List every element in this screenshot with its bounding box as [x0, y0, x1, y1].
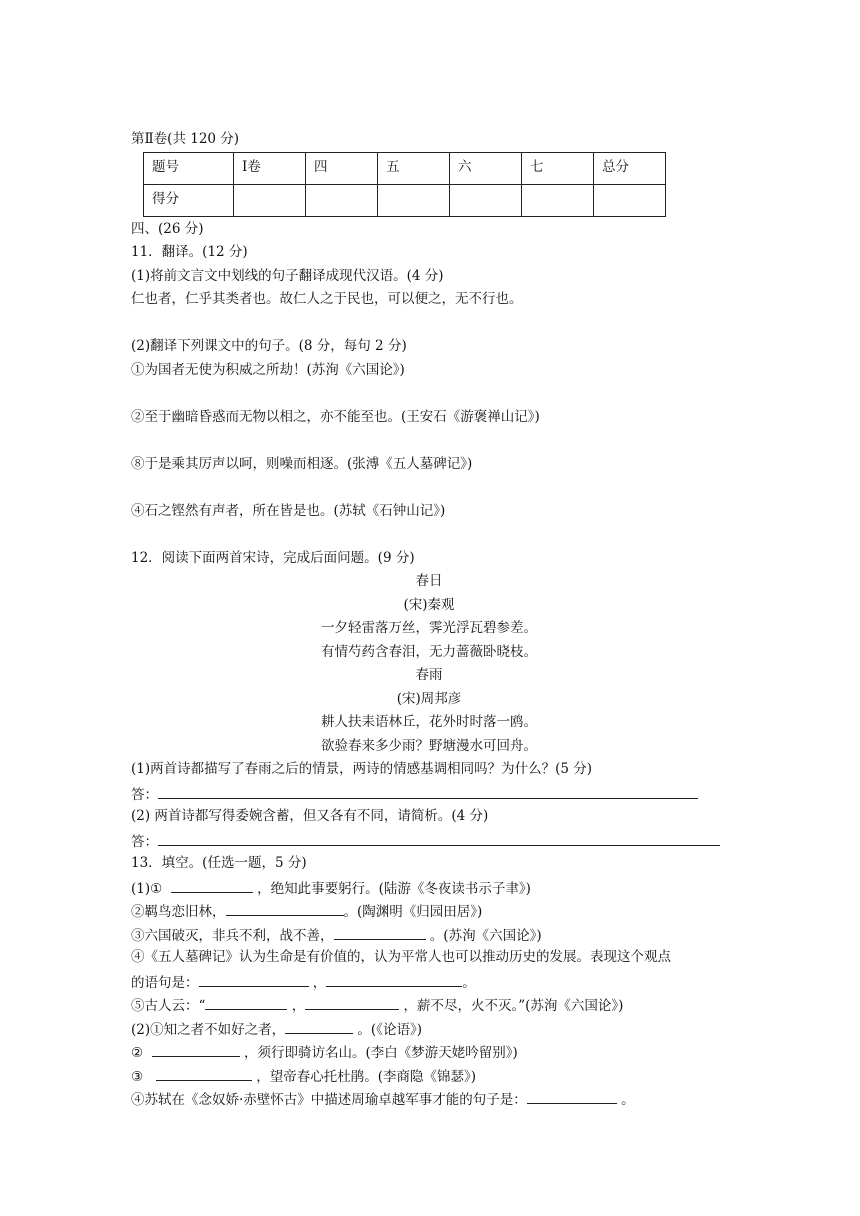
exam-page	[131, 128, 751, 1111]
part4-title: 四、(26 分)	[131, 220, 204, 237]
fill-blank[interactable]	[156, 1064, 252, 1081]
fill-prefix: ③六国破灭，非兵不利，战不善，	[131, 927, 334, 944]
fill-blank[interactable]	[199, 970, 309, 987]
header-cell: 题号	[144, 152, 234, 184]
poem2-title: 春雨	[415, 667, 443, 683]
score-cell[interactable]	[378, 184, 450, 216]
fill-prefix: ⑤古人云：“	[131, 998, 206, 1014]
q13-g1-4: ④《五人墓碑记》认为生命是有价值的，认为平常人也可以推动历史的发展。表现这个观点	[131, 949, 671, 965]
q11-item: ④石之铿然有声者，所在皆是也。(苏轼《石钟山记》)	[131, 502, 446, 519]
score-cell[interactable]	[450, 184, 522, 216]
poem1-line: 有情芍药含春泪，无力蔷薇卧晓枝。	[321, 643, 537, 660]
score-table-score-row	[144, 184, 666, 216]
q13-g2-4	[131, 1087, 751, 1111]
fill-prefix: 的语句是：	[131, 974, 199, 991]
poem2-line: 欲验春来多少雨？野塘漫水可回舟。	[321, 737, 537, 754]
q13-g2-1	[131, 1017, 751, 1041]
fill-blank[interactable]	[152, 1040, 240, 1057]
fill-suffix: 。(《论语》)	[357, 1021, 422, 1038]
score-cell[interactable]	[522, 184, 594, 216]
fill-blank[interactable]	[171, 876, 253, 893]
q12-answer1-row	[131, 782, 751, 806]
fill-sep: ，	[312, 974, 327, 991]
fill-suffix: ，薪不尽，火不灭。”(苏洵《六国论》)	[403, 998, 624, 1014]
poem2-author: (宋)周邦彦	[396, 690, 462, 707]
q11-sub1: (1)将前文言文中划线的句子翻译成现代汉语。(4 分)	[131, 267, 444, 284]
fill-blank[interactable]	[334, 923, 426, 940]
fill-suffix: ，望帝春心托杜鹃。(李商隐《锦瑟》)	[256, 1068, 477, 1085]
poem1-title: 春日	[415, 573, 443, 589]
fill-suffix: ，绝知此事要躬行。(陆游《冬夜读书示子聿》)	[257, 880, 531, 897]
header-cell: 四	[306, 152, 378, 184]
fill-suffix: 。(苏洵《六国论》)	[429, 927, 542, 944]
q12-answer2-row	[131, 829, 751, 853]
header-cell: 五	[378, 152, 450, 184]
fill-sep: ，	[291, 998, 306, 1014]
fill-prefix: ②	[131, 1045, 144, 1061]
q12-question2: (2) 两首诗都写得委婉含蓄，但又各有不同，请简析。(4 分)	[131, 808, 489, 824]
fill-suffix: 。	[621, 1092, 635, 1108]
score-table	[143, 152, 666, 217]
poem1-line: 一夕轻雷落万丝，霁光浮瓦碧参差。	[321, 620, 537, 636]
header-cell: 总分	[594, 152, 666, 184]
header-cell: Ⅰ卷	[234, 152, 306, 184]
fill-blank[interactable]	[527, 1087, 617, 1104]
q13-g1-4b	[131, 970, 751, 994]
q13-g1-2	[131, 899, 751, 923]
fill-blank[interactable]	[305, 993, 399, 1010]
poem2-line: 耕人扶耒语林丘，花外时时落一鸥。	[321, 714, 537, 730]
score-table-header-row	[144, 152, 666, 184]
q11-sub2: (2)翻译下列课文中的句子。(8 分，每句 2 分)	[131, 338, 407, 354]
q11-item: ⑧于是乘其厉声以呵，则噪而相逐。(张溥《五人墓碑记》)	[131, 455, 473, 472]
answer-label: 答：	[131, 786, 158, 803]
fill-prefix: (1)①	[131, 880, 163, 897]
score-cell[interactable]	[594, 184, 666, 216]
q13-g1-3	[131, 923, 751, 947]
fill-blank[interactable]	[226, 899, 344, 916]
q11-item: ①为国者无使为积威之所劫！(苏洵《六国论》)	[131, 361, 405, 378]
q12-title: 12．阅读下面两首宋诗，完成后面问题。(9 分)	[131, 549, 415, 566]
q12-question1: (1)两首诗都描写了春雨之后的情景，两诗的情感基调相同吗？为什么？(5 分)	[131, 761, 593, 777]
header-cell: 七	[522, 152, 594, 184]
q11-title: 11．翻译。(12 分)	[131, 244, 248, 260]
q13-g1-1	[131, 876, 751, 900]
fill-suffix: 。(陶渊明《归园田居》)	[343, 904, 483, 920]
q13-title: 13．填空。(任选一题，5 分)	[131, 855, 307, 871]
fill-suffix: ，须行即骑访名山。(李白《梦游天姥吟留别》)	[244, 1045, 518, 1061]
score-cell[interactable]	[234, 184, 306, 216]
row-label: 得分	[144, 184, 234, 216]
q11-item: ②至于幽暗昏惑而无物以相之，亦不能至也。(王安石《游褒禅山记》)	[131, 408, 540, 425]
q11-sentence: 仁也者，仁乎其类者也。故仁人之于民也，可以便之，无不行也。	[131, 291, 523, 307]
fill-prefix: ④苏轼在《念奴娇·赤壁怀古》中描述周瑜卓越军事才能的句子是：	[131, 1092, 527, 1108]
q13-g2-2	[131, 1040, 751, 1064]
q13-g1-5	[131, 993, 751, 1017]
fill-blank[interactable]	[205, 993, 287, 1010]
answer-label: 答：	[131, 833, 158, 850]
fill-blank[interactable]	[326, 970, 462, 987]
answer-line[interactable]	[158, 782, 698, 799]
fill-prefix: ③	[131, 1068, 144, 1085]
section-title: 第Ⅱ卷(共 120 分)	[131, 131, 240, 147]
fill-blank[interactable]	[285, 1017, 353, 1034]
score-cell[interactable]	[306, 184, 378, 216]
fill-prefix: ②羁鸟恋旧林，	[131, 904, 226, 920]
fill-suffix: 。	[462, 974, 476, 991]
fill-prefix: (2)①知之者不如好之者，	[131, 1021, 286, 1038]
answer-line[interactable]	[158, 829, 720, 846]
q13-g2-3	[131, 1064, 751, 1088]
poem1-author: (宋)秦观	[403, 596, 455, 613]
header-cell: 六	[450, 152, 522, 184]
